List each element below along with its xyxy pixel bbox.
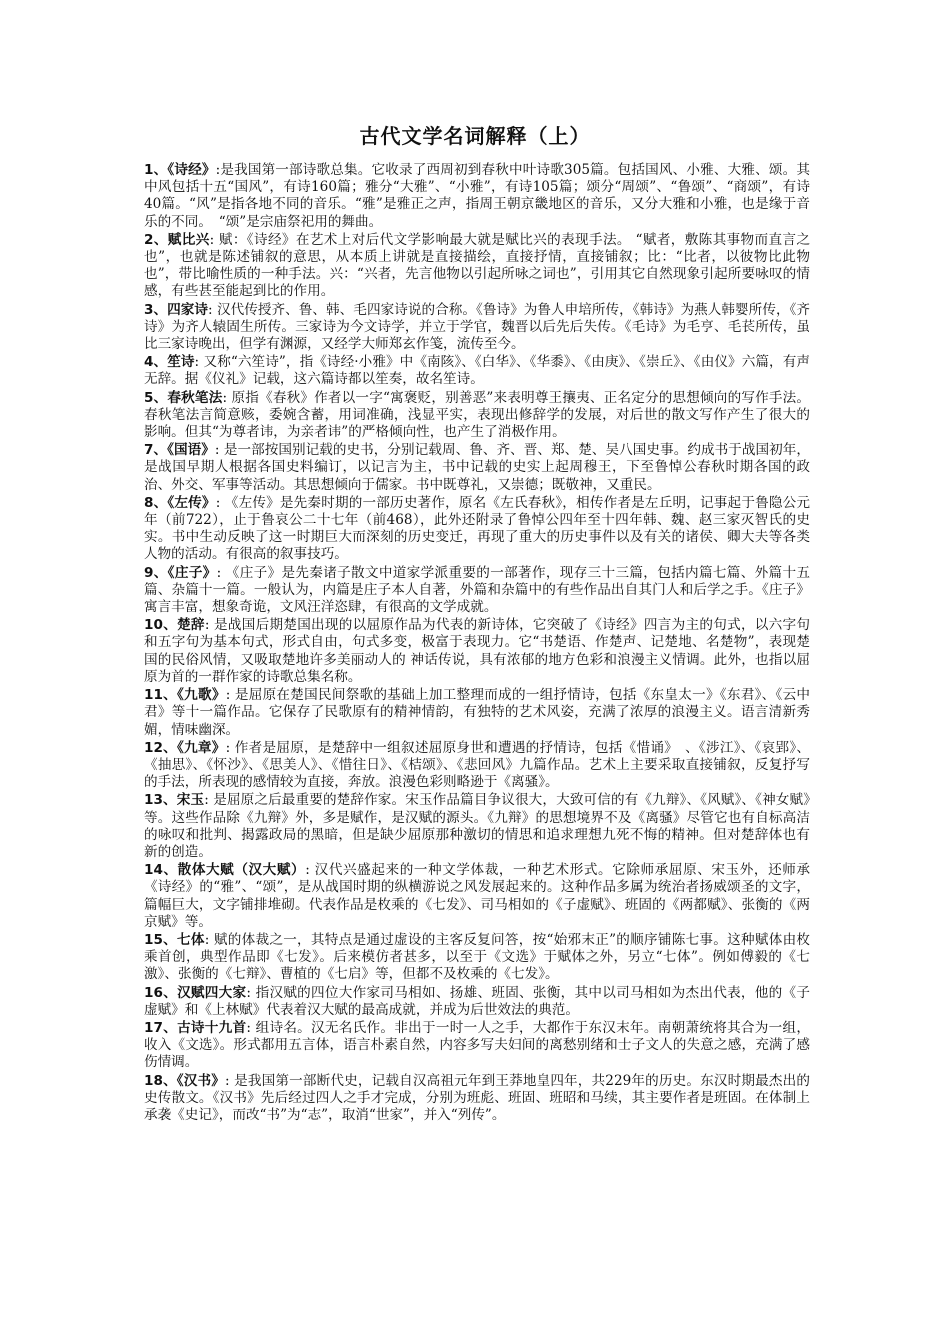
entry-number: 13、 (144, 792, 177, 809)
entry-term: 七体 (177, 931, 205, 948)
entry-number: 5、 (144, 389, 168, 406)
entry-paragraph (144, 390, 810, 442)
entry-text: : 是我国第一部断代史，记载自汉高祖元年到王莽地皇四年，共229年的历史。东汉时期最杰出的史传散文。《汉书》先后经过四人之手才完成，分别为班彪、班固、班昭和马续，其主要作者是班固。在体制上承袭《史记》，而改“书”为“志”，取消“世家”，并入“列传”。 (144, 1072, 810, 1123)
entry-text: : 是屈原在楚国民间祭歌的基础上加工整理而成的一组抒情诗，包括《东皇太一》《东君》、《云中君》等十一篇作品。它保存了民歌原有的精神情韵，有独特的艺术风姿，充满了浓厚的浪漫主义。语言清新秀媚，情味幽深。 (144, 687, 811, 738)
entry-paragraph (144, 792, 810, 861)
entry-term: 《九章》 (177, 739, 226, 756)
entry-term: 散体大赋（汉大赋） (177, 862, 306, 879)
entry-term: 《国语》 (167, 442, 215, 459)
entry-paragraph (144, 740, 810, 792)
entry-paragraph (144, 354, 810, 388)
entry-text: : 作者是屈原，是楚辞中一组叙述屈原身世和遭遇的抒情诗，包括《惜诵》 、《涉江》、《哀郢》、《抽思》、《怀沙》、《思美人》、《惜往日》、《桔颂》、《悲回风》九篇作品。艺术上主要采取直接铺叙，反复抒写的手法，所表现的感情较为直接，奔放。浪漫色彩则略逊于《离骚》。 (144, 739, 810, 791)
entry-term: 四家诗 (167, 301, 209, 318)
entry-text: : 《左传》是先秦时期的一部历史著作，原名《左氏春秋》，相传作者是左丘明，记事起于鲁隐公元年（前722），止于鲁哀公二十七年（前468），此外还附录了鲁悼公四年至十四年韩、魏、赵三家灭智氏的史实。书中生动反映了这一时期巨大而深刻的历史变迁，再现了重大的历史事件以及有关的诸侯、卿大夫等各类人物的活动。有很高的叙事技巧。 (144, 494, 810, 563)
entry-paragraph (144, 985, 810, 1019)
entry-number: 17、 (144, 1019, 178, 1036)
entry-number: 16、 (144, 984, 178, 1001)
entry-number: 8、 (144, 494, 168, 511)
entry-text: :是我国第一部诗歌总集。它收录了西周初到春秋中叶诗歌305篇。包括国风、小雅、大雅、颂。其中风包括十五“国风”，有诗160篇；雅分“大雅”、“小雅”，有诗105篇；颂分“周颂”、“鲁颂”、“商颂”，有诗40篇。“风”是指各地不同的音乐。“雅”是雅正之声，指周王朝京畿地区的音乐，又分大雅和小雅，也是缘于音乐的不同。 “颂”是宗庙祭祀用的舞曲。 (144, 162, 810, 230)
entry-text: : 又称“六笙诗”，指《诗经·小雅》中《南陔》、《白华》、《华黍》、《由庚》、《崇丘》、《由仪》六篇，有声无辞。据《仪礼》记载，这六篇诗都以笙奏，故名笙诗。 (144, 354, 810, 388)
entry-term: 春秋笔法 (167, 389, 223, 406)
entry-term: 《诗经》 (167, 162, 216, 178)
entry-term: 《庄子》 (167, 564, 217, 581)
entry-text: : 《庄子》是先秦诸子散文中道家学派重要的一部著作，现存三十三篇，包括内篇七篇、外篇十五篇、杂篇十一篇。一般认为，内篇是庄子本人自著，外篇和杂篇中的有些作品出自其门人和后学之手。《庄子》寓言丰富，想象奇诡，文风汪洋恣肆，有很高的文学成就。 (144, 564, 810, 616)
entry-paragraph (144, 687, 810, 739)
entry-term: 汉赋四大家 (177, 984, 247, 1001)
entry-number: 12、 (144, 739, 178, 756)
entry-number: 2、 (144, 231, 168, 248)
entry-number: 18、 (144, 1072, 177, 1089)
entry-text: : 是屈原之后最重要的楚辞作家。宋玉作品篇目争议很大，大致可信的有《九辩》、《风赋》、《神女赋》等。这些作品除《九辩》外，多是赋作，是汉赋的源头。《九辩》的思想境界不及《离骚》尽管它也有自标高洁的咏叹和批判、揭露政局的黑暗，但是缺少屈原那种激切的情思和追求理想九死不悔的精神。但对楚辞体也有新的创造。 (144, 792, 811, 860)
entry-text: : 赋的体裁之一，其特点是通过虚设的主客反复问答，按“始邪末正”的顺序铺陈七事。这种赋体由枚乘首创，典型作品即《七发》。后来模仿者甚多，以至于《文选》于赋体之外，另立“七体”。例如傅毅的《七激》、张衡的《七辩》、曹植的《七启》等，但都不及枚乘的《七发》。 (144, 931, 811, 983)
entry-number: 10、 (144, 617, 178, 634)
entry-number: 14、 (144, 862, 178, 879)
entry-paragraph (144, 1073, 810, 1125)
entry-number: 15、 (144, 931, 178, 948)
entry-paragraph (144, 495, 810, 564)
entry-paragraph (144, 1020, 810, 1072)
entry-paragraph (144, 302, 810, 354)
entry-term: 《左传》 (167, 494, 216, 511)
entry-text: : 指汉赋的四位大作家司马相如、扬雄、班固、张衡，其中以司马相如为杰出代表，他的《子虚赋》和《上林赋》代表着汉大赋的最高成就，并成为后世效法的典范。 (144, 984, 810, 1018)
entry-text: : 赋：《诗经》在艺术上对后代文学影响最大就是赋比兴的表现手法。 “赋者，敷陈其事物而直言之也”，也就是陈述铺叙的意思，从本质上讲就是直接描绘，直接抒情，直接铺叙；比：“比者，以彼物比此物也”，带比喻性质的一种手法。兴：“兴者，先言他物以引起所咏之词也”，引用其它自然现象引起所要咏叹的情感，有些甚至能起到比的作用。 (144, 231, 810, 300)
entry-term: 宋玉 (176, 792, 205, 809)
entry-paragraph (144, 565, 810, 617)
entry-number: 11、 (144, 687, 178, 704)
entry-paragraph (144, 932, 810, 984)
entry-paragraph (144, 442, 810, 494)
entry-text: : 汉代传授齐、鲁、韩、毛四家诗说的合称。《鲁诗》为鲁人申培所传，《韩诗》为燕人韩婴所传，《齐诗》为齐人辕固生所传。三家诗为今文诗学，并立于学官，魏晋以后先后失传。《毛诗》为毛亨、毛苌所传，虽比三家诗晚出，但学有渊源，又经学大师郑玄作笺，流传至今。 (144, 301, 811, 353)
entry-term: 古诗十九首 (177, 1019, 247, 1036)
entry-text: : 是战国后期楚国出现的以屈原作品为代表的新诗体，它突破了《诗经》四言为主的句式，以六字句和五字句为基本句式，形式自由，句式多变，极富于表现力。它“书楚语、作楚声、记楚地、名楚物”，表现楚国的民俗风情，又吸取楚地许多美丽动人的 神话传说，具有浓郁的地方色彩和浪漫主义情调。此外，也指以屈原为首的一群作家的诗歌总集名称。 (144, 617, 811, 685)
entry-term: 赋比兴 (167, 231, 210, 248)
entry-term: 笙诗 (167, 354, 195, 371)
document-body (144, 162, 810, 1125)
entry-number: 7、 (144, 442, 168, 459)
entry-number: 1、 (144, 162, 168, 178)
entry-paragraph (144, 862, 810, 931)
entry-term: 《九歌》 (177, 687, 226, 704)
document-title: 古代文学名词解释（上） (359, 124, 591, 148)
entry-number: 4、 (144, 354, 168, 371)
entry-paragraph (144, 162, 810, 231)
entry-term: 楚辞 (177, 617, 205, 634)
entry-term: 《汉书》 (176, 1072, 226, 1089)
entry-text: : 汉代兴盛起来的一种文学体裁，一种艺术形式。它除师承屈原、宋玉外，还师承《诗经》的“雅”、“颂”，是从战国时期的纵横游说之风发展起来的。这种作品多属为统治者扬威颂圣的文字，篇幅巨大，文字铺排堆砌。代表作品是枚乘的《七发》、司马相如的《子虚赋》、班固的《两都赋》、张衡的《两京赋》等。 (144, 862, 811, 930)
entry-paragraph (144, 617, 810, 686)
entry-paragraph (144, 232, 810, 301)
entry-number: 9、 (144, 564, 168, 581)
entry-text: : 原指《春秋》作者以一字“寓褒贬，别善恶”来表明尊王攘夷、正名定分的思想倾向的写作手法。春秋笔法言简意赅，委婉含蓄，用词准确，浅显平实，表现出修辞学的发展，对后世的散文写作产生了很大的影响。但其“为尊者讳，为亲者讳”的严格倾向性，也产生了消极作用。 (144, 389, 810, 441)
entry-text: : 是一部按国别记载的史书，分别记载周、鲁、齐、晋、郑、楚、吴八国史事。约成书于战国初年，是战国早期人根据各国史料编订，以记言为主，书中记载的史实上起周穆王，下至鲁悼公春秋时期各国的政治、外交、军事等活动。其思想倾向于儒家。书中既尊礼，又崇德；既敬神，又重民。 (144, 442, 810, 493)
entry-number: 3、 (144, 301, 168, 318)
entry-text: : 组诗名。汉无名氏作。非出于一时一人之手，大都作于东汉末年。南朝萧统将其合为一组，收入《文选》。形式都用五言体，语言朴素自然，内容多写夫妇间的离愁别绪和士子文人的失意之感，充满了感伤情调。 (144, 1019, 810, 1071)
